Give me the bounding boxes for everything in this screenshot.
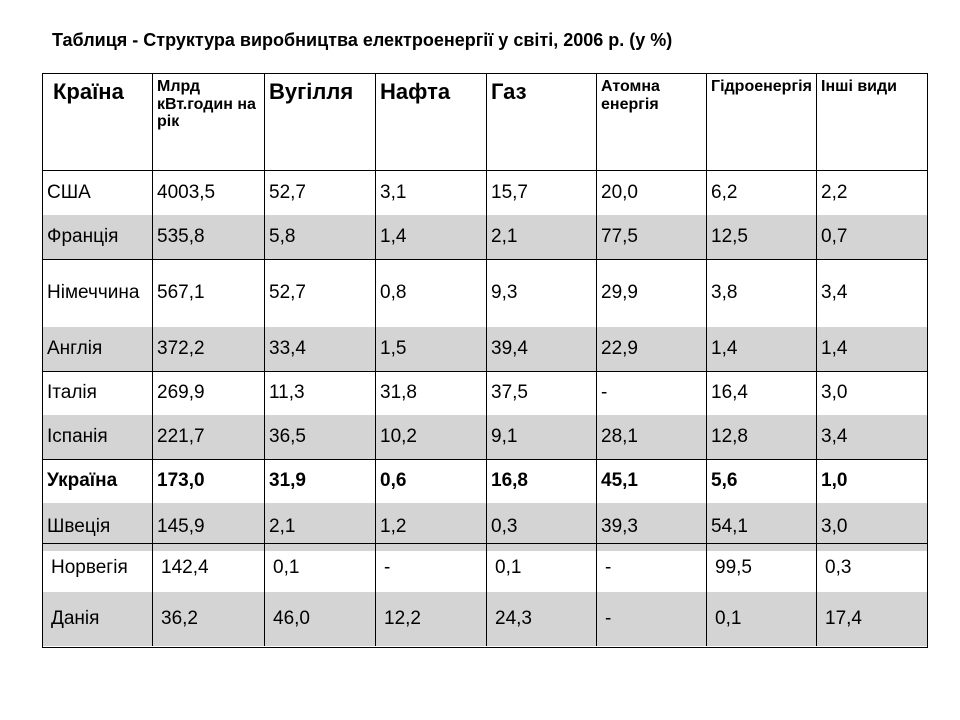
value-cell: 0,1: [487, 544, 597, 592]
table-header: [42, 73, 928, 171]
value-cell: 24,3: [487, 592, 597, 646]
value-cell: 3,4: [821, 426, 848, 447]
value-cell: 31,9: [265, 459, 376, 503]
country-cell: Україна: [43, 459, 153, 503]
table-row: [43, 215, 927, 259]
value-cell: 16,8: [487, 459, 597, 503]
value-cell: 17,4: [825, 608, 862, 629]
table-row: [43, 327, 927, 371]
value-cell: 12,8: [707, 415, 817, 459]
value-cell: 145,9: [153, 503, 265, 551]
value-cell: 99,5: [707, 544, 817, 592]
country-cell: Іспанія: [43, 415, 153, 459]
value-cell: 3,8: [707, 259, 817, 327]
header-mlrd-kwh: Млрд кВт.годин на рік: [153, 74, 265, 170]
value-cell: 535,8: [153, 215, 265, 259]
value-cell: -: [376, 544, 487, 592]
value-cell: 46,0: [265, 592, 376, 646]
country-cell: США: [43, 171, 153, 215]
value-cell: 2,1: [487, 215, 597, 259]
header-other: Інші види: [821, 78, 897, 95]
value-cell: 36,5: [265, 415, 376, 459]
value-cell: 12,5: [707, 215, 817, 259]
country-cell: Німеччина: [43, 259, 153, 327]
value-cell: 4003,5: [153, 171, 265, 215]
value-cell: 77,5: [597, 215, 707, 259]
value-cell: 9,1: [487, 415, 597, 459]
value-cell: -: [597, 544, 707, 592]
value-cell: 269,9: [153, 371, 265, 415]
header-country: Країна: [43, 74, 153, 170]
country-cell: Норвегія: [43, 544, 153, 592]
country-cell: Англія: [43, 327, 153, 371]
value-cell: 2,2: [821, 182, 848, 203]
table-row: [43, 459, 927, 503]
value-cell: 52,7: [265, 171, 376, 215]
table-row: [43, 171, 927, 215]
value-cell: 221,7: [153, 415, 265, 459]
value-cell: 11,3: [265, 371, 376, 415]
value-cell: 29,9: [597, 259, 707, 327]
value-cell: 33,4: [265, 327, 376, 371]
table-row: [43, 259, 927, 327]
value-cell: 1,4: [376, 215, 487, 259]
value-cell: 0,7: [821, 226, 848, 247]
value-cell: 45,1: [597, 459, 707, 503]
value-cell: 22,9: [597, 327, 707, 371]
country-cell: Франція: [43, 215, 153, 259]
value-cell: 1,4: [821, 338, 848, 359]
header-nuclear: Атомна енергія: [597, 74, 707, 170]
table-row: [43, 415, 927, 459]
value-cell: 16,4: [707, 371, 817, 415]
value-cell: 1,2: [376, 503, 487, 551]
value-cell: 20,0: [597, 171, 707, 215]
value-cell: 0,8: [376, 259, 487, 327]
value-cell: 1,0: [821, 470, 848, 491]
value-cell: 567,1: [153, 259, 265, 327]
table-row: [43, 592, 927, 646]
value-cell: 52,7: [265, 259, 376, 327]
value-cell: 0,1: [707, 592, 817, 646]
value-cell: 173,0: [153, 459, 265, 503]
value-cell: 0,6: [376, 459, 487, 503]
value-cell: 6,2: [707, 171, 817, 215]
value-cell: 9,3: [487, 259, 597, 327]
value-cell: -: [597, 371, 707, 415]
value-cell: 3,1: [376, 171, 487, 215]
value-cell: 5,6: [707, 459, 817, 503]
value-cell: 142,4: [153, 544, 265, 592]
header-gas: Газ: [487, 74, 597, 170]
header-oil: Нафта: [376, 74, 487, 170]
value-cell: 37,5: [487, 371, 597, 415]
value-cell: 2,1: [265, 503, 376, 551]
value-cell: 0,3: [487, 503, 597, 551]
value-cell: 0,1: [265, 544, 376, 592]
table-row: [43, 371, 927, 415]
value-cell: 12,2: [376, 592, 487, 646]
header-coal: Вугілля: [265, 74, 376, 170]
table-extra-rows: [42, 543, 928, 648]
value-cell: 28,1: [597, 415, 707, 459]
value-cell: 1,5: [376, 327, 487, 371]
value-cell: 3,0: [821, 382, 848, 403]
table-title: Таблиця - Структура виробництва електроенергії у світі, 2006 р. (у %): [52, 30, 673, 50]
country-cell: Швеція: [43, 503, 153, 551]
header-hydro: Гідроенергія: [707, 74, 817, 170]
value-cell: 10,2: [376, 415, 487, 459]
value-cell: 31,8: [376, 371, 487, 415]
value-cell: 3,4: [821, 282, 848, 303]
value-cell: 54,1: [707, 503, 817, 551]
value-cell: 1,4: [707, 327, 817, 371]
value-cell: 39,3: [597, 503, 707, 551]
value-cell: 3,0: [821, 516, 848, 537]
value-cell: 36,2: [153, 592, 265, 646]
value-cell: 5,8: [265, 215, 376, 259]
value-cell: 39,4: [487, 327, 597, 371]
value-cell: 0,3: [825, 557, 852, 578]
table-body: [42, 170, 928, 550]
table-row: [43, 544, 927, 592]
value-cell: 15,7: [487, 171, 597, 215]
value-cell: 372,2: [153, 327, 265, 371]
value-cell: -: [597, 592, 707, 646]
country-cell: Данія: [43, 592, 153, 646]
country-cell: Італія: [43, 371, 153, 415]
